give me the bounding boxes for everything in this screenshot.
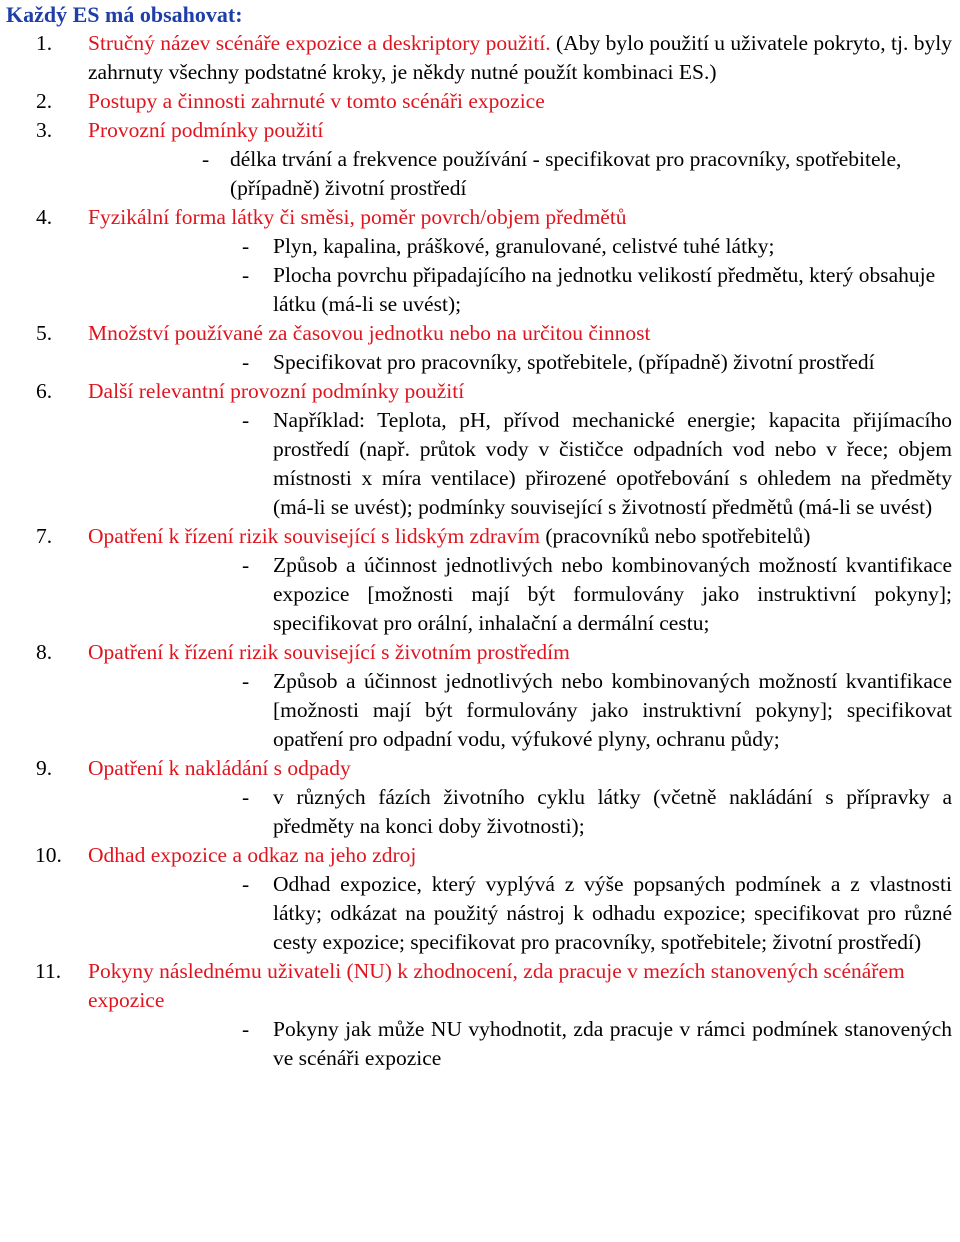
list-item-5 bbox=[6, 319, 954, 377]
sub-item-text: Způsob a účinnost jednotlivých nebo kombinovaných možností kvantifikace [možnosti mají být formulovány jako instruktivní pokyny]; specifikovat opatření pro odpadní vodu, výfukové plyny, ochranu půdy; bbox=[273, 669, 952, 751]
item-number: 3. bbox=[36, 118, 53, 142]
sub-item-text: Pokyny jak může NU vyhodnotit, zda pracuje v rámci podmínek stanovených ve scénáři expozice bbox=[273, 1017, 952, 1070]
sub-item bbox=[6, 667, 954, 754]
item-number: 10. bbox=[35, 843, 62, 867]
sub-item bbox=[6, 232, 954, 261]
sub-item-text: Způsob a účinnost jednotlivých nebo kombinovaných možností kvantifikace expozice [možnosti mají být formulovány jako instruktivní pokyny]; specifikovat pro orální, inhalační a dermální cestu; bbox=[273, 553, 952, 635]
list-item-8 bbox=[6, 638, 954, 754]
list-item-6 bbox=[6, 377, 954, 522]
sub-item bbox=[6, 406, 954, 522]
item-number: 5. bbox=[36, 321, 53, 345]
item-number: 7. bbox=[36, 524, 53, 548]
item-title: Množství používané za časovou jednotku nebo na určitou činnost bbox=[88, 321, 651, 345]
item-title: Pokyny následnému uživateli (NU) k zhodnocení, zda pracuje v mezích stanovených scénářem expozice bbox=[88, 959, 905, 1012]
sub-item bbox=[6, 551, 954, 638]
sub-item-text: Odhad expozice, který vyplývá z výše popsaných podmínek a z vlastnosti látky; odkázat na použitý nástroj k odhadu expozice; specifikovat pro různé cesty expozice; specifikovat pro pracovníky, spotřebitele; životní prostředí) bbox=[273, 872, 952, 954]
dash-bullet: - bbox=[202, 147, 210, 171]
dash-bullet: - bbox=[242, 785, 250, 809]
sub-item-text: Plyn, kapalina, práškové, granulované, celistvé tuhé látky; bbox=[273, 234, 775, 258]
item-title: Odhad expozice a odkaz na jeho zdroj bbox=[88, 843, 417, 867]
list-item-9 bbox=[6, 754, 954, 841]
item-number: 9. bbox=[36, 756, 53, 780]
sub-item bbox=[6, 783, 954, 841]
list-item-1 bbox=[6, 29, 954, 87]
dash-bullet: - bbox=[242, 872, 250, 896]
sub-item bbox=[6, 261, 954, 319]
sub-item bbox=[6, 1015, 954, 1073]
dash-bullet: - bbox=[242, 1017, 250, 1041]
item-number: 11. bbox=[35, 959, 62, 983]
list-item-11 bbox=[6, 957, 954, 1073]
sub-item-text: Specifikovat pro pracovníky, spotřebitele, (případně) životní prostředí bbox=[273, 350, 875, 374]
dash-bullet: - bbox=[242, 234, 250, 258]
list-item-7 bbox=[6, 522, 954, 638]
item-title: Fyzikální forma látky či směsi, poměr povrch/objem předmětů bbox=[88, 205, 627, 229]
item-title: Provozní podmínky použití bbox=[88, 118, 324, 142]
sub-item bbox=[6, 145, 954, 203]
sub-item-text: délka trvání a frekvence používání - specifikovat pro pracovníky, spotřebitele, (případně) životní prostředí bbox=[230, 147, 902, 200]
item-title: Další relevantní provozní podmínky použití bbox=[88, 379, 465, 403]
sub-item-text: Například: Teplota, pH, přívod mechanické energie; kapacita přijímacího prostředí (např. průtok vody v čističce odpadních vod nebo v řece; objem místnosti x míra ventilace) přirozené opotřebování s ohledem na předměty (má-li se uvést); podmínky související s životností předmětů (má-li se uvést) bbox=[273, 408, 952, 519]
item-note: (pracovníků nebo spotřebitelů) bbox=[540, 524, 811, 548]
item-title: Stručný název scénáře expozice a deskriptory použití. bbox=[88, 31, 551, 55]
item-number: 6. bbox=[36, 379, 53, 403]
item-number: 8. bbox=[36, 640, 53, 664]
sub-item bbox=[6, 348, 954, 377]
item-number: 4. bbox=[36, 205, 53, 229]
dash-bullet: - bbox=[242, 350, 250, 374]
sub-item-text: Plocha povrchu připadajícího na jednotku velikostí předmětu, který obsahuje látku (má-li se uvést); bbox=[273, 263, 936, 316]
item-number: 1. bbox=[36, 31, 53, 55]
list-item-2 bbox=[6, 87, 954, 116]
item-title: Opatření k řízení rizik související s životním prostředím bbox=[88, 640, 570, 664]
dash-bullet: - bbox=[242, 408, 250, 432]
dash-bullet: - bbox=[242, 263, 250, 287]
dash-bullet: - bbox=[242, 553, 250, 577]
item-title: Opatření k řízení rizik související s lidským zdravím bbox=[88, 524, 540, 548]
dash-bullet: - bbox=[242, 669, 250, 693]
item-title: Postupy a činnosti zahrnuté v tomto scénáři expozice bbox=[88, 89, 545, 113]
list-item-3 bbox=[6, 116, 954, 203]
list-item-4 bbox=[6, 203, 954, 319]
sub-item-text: v různých fázích životního cyklu látky (včetně nakládání s přípravky a předměty na konci doby životnosti); bbox=[273, 785, 952, 838]
item-title: Opatření k nakládání s odpady bbox=[88, 756, 351, 780]
list-item-10 bbox=[6, 841, 954, 957]
item-number: 2. bbox=[36, 89, 53, 113]
document-heading: Každý ES má obsahovat: bbox=[6, 2, 243, 27]
sub-item bbox=[6, 870, 954, 957]
item-note: (Aby bylo použití u uživatele pokryto, tj. byly zahrnuty všechny podstatné kroky, je někdy nutné použít kombinaci ES.) bbox=[88, 31, 952, 84]
